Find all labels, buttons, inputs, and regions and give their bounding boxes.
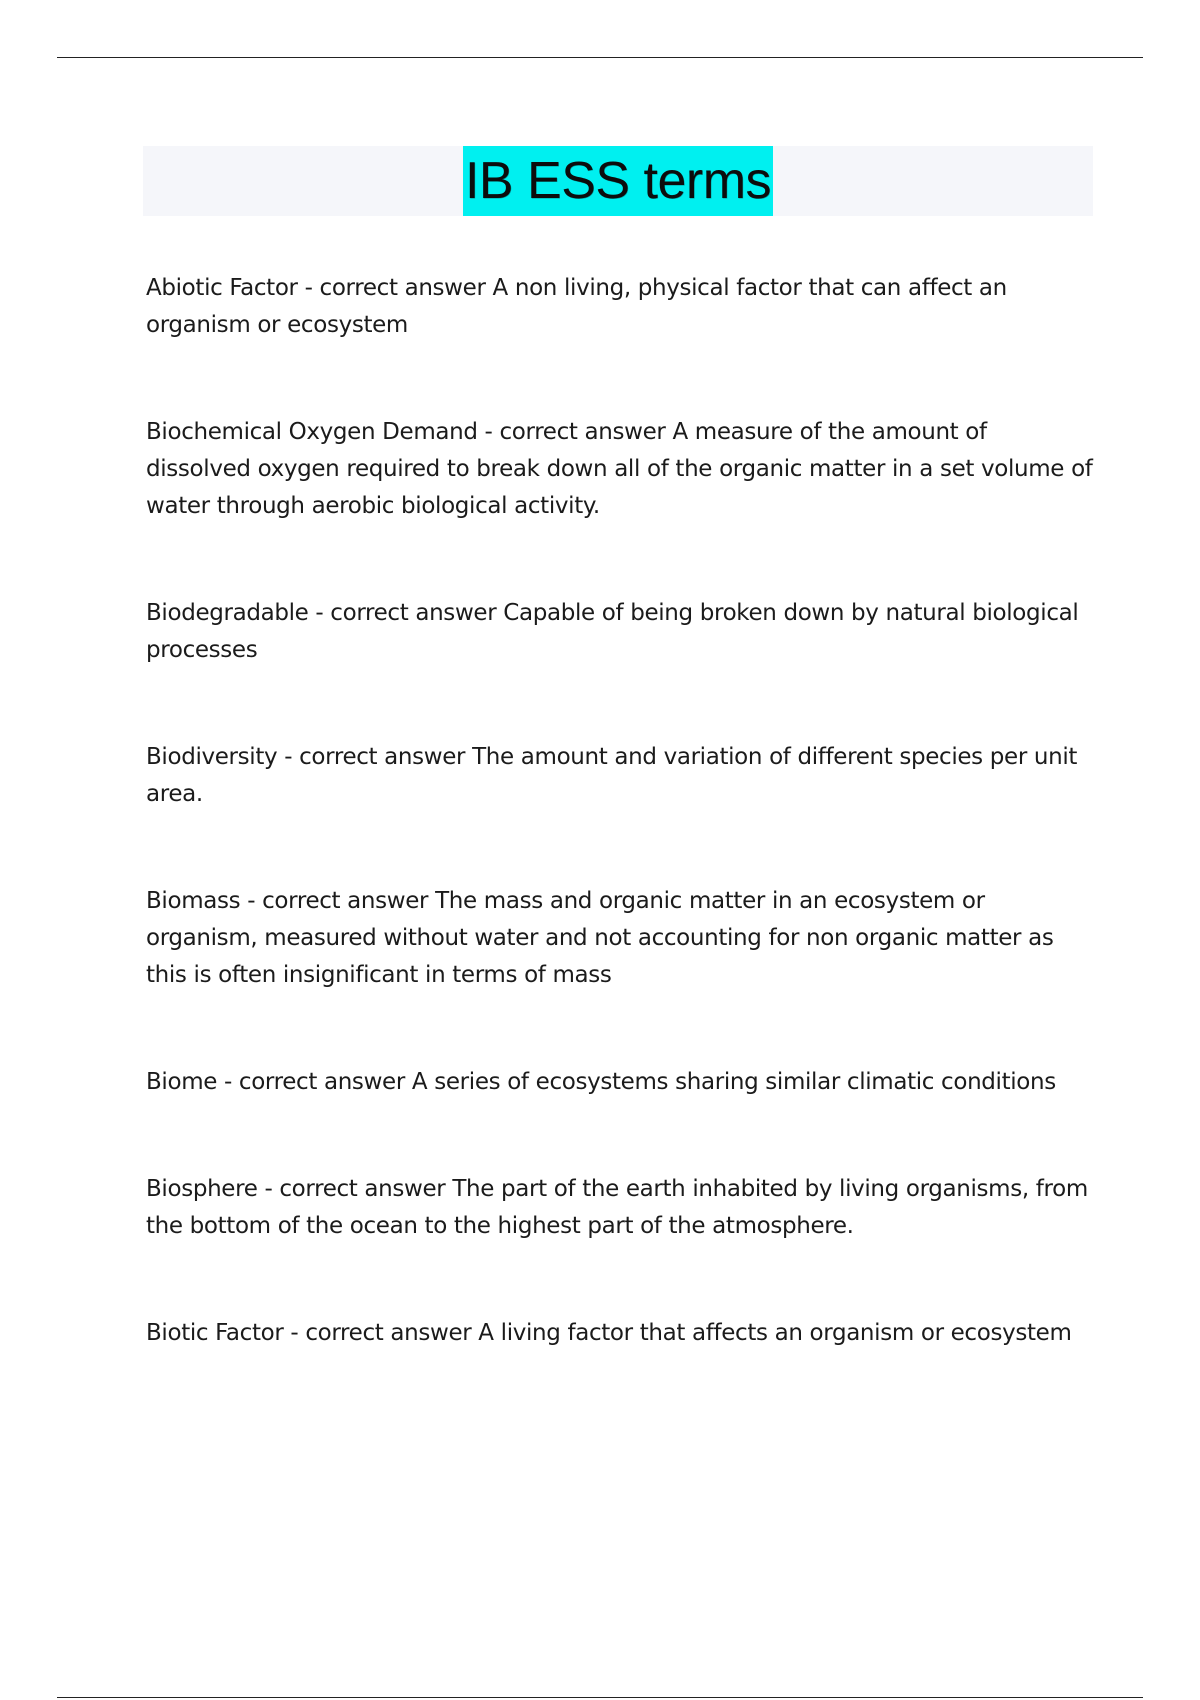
term-entry: Abiotic Factor - correct answer A non living, physical factor that can affect an organism or ecosystem bbox=[146, 275, 1007, 338]
term-entry: Biodiversity - correct answer The amount and variation of different species per unit area. bbox=[146, 744, 1078, 807]
top-divider bbox=[57, 57, 1143, 58]
term-entry: Biochemical Oxygen Demand - correct answer A measure of the amount of dissolved oxygen required to break down all of the organic matter in a set volume of water through aerobic biological activity. bbox=[146, 419, 1093, 519]
title-band bbox=[143, 146, 1093, 216]
term-entry: Biome - correct answer A series of ecosystems sharing similar climatic conditions bbox=[146, 1069, 1056, 1095]
bottom-divider bbox=[57, 1697, 1143, 1698]
terms-list bbox=[146, 270, 1096, 1422]
term-entry: Biomass - correct answer The mass and organic matter in an ecosystem or organism, measured without water and not accounting for non organic matter as this is often insignificant in terms of mass bbox=[146, 888, 1054, 988]
term-entry: Biosphere - correct answer The part of the earth inhabited by living organisms, from the bottom of the ocean to the highest part of the atmosphere. bbox=[146, 1176, 1088, 1239]
page-title: IB ESS terms bbox=[463, 146, 773, 216]
term-entry: Biotic Factor - correct answer A living factor that affects an organism or ecosystem bbox=[146, 1320, 1072, 1346]
term-entry: Biodegradable - correct answer Capable of being broken down by natural biological processes bbox=[146, 600, 1079, 663]
